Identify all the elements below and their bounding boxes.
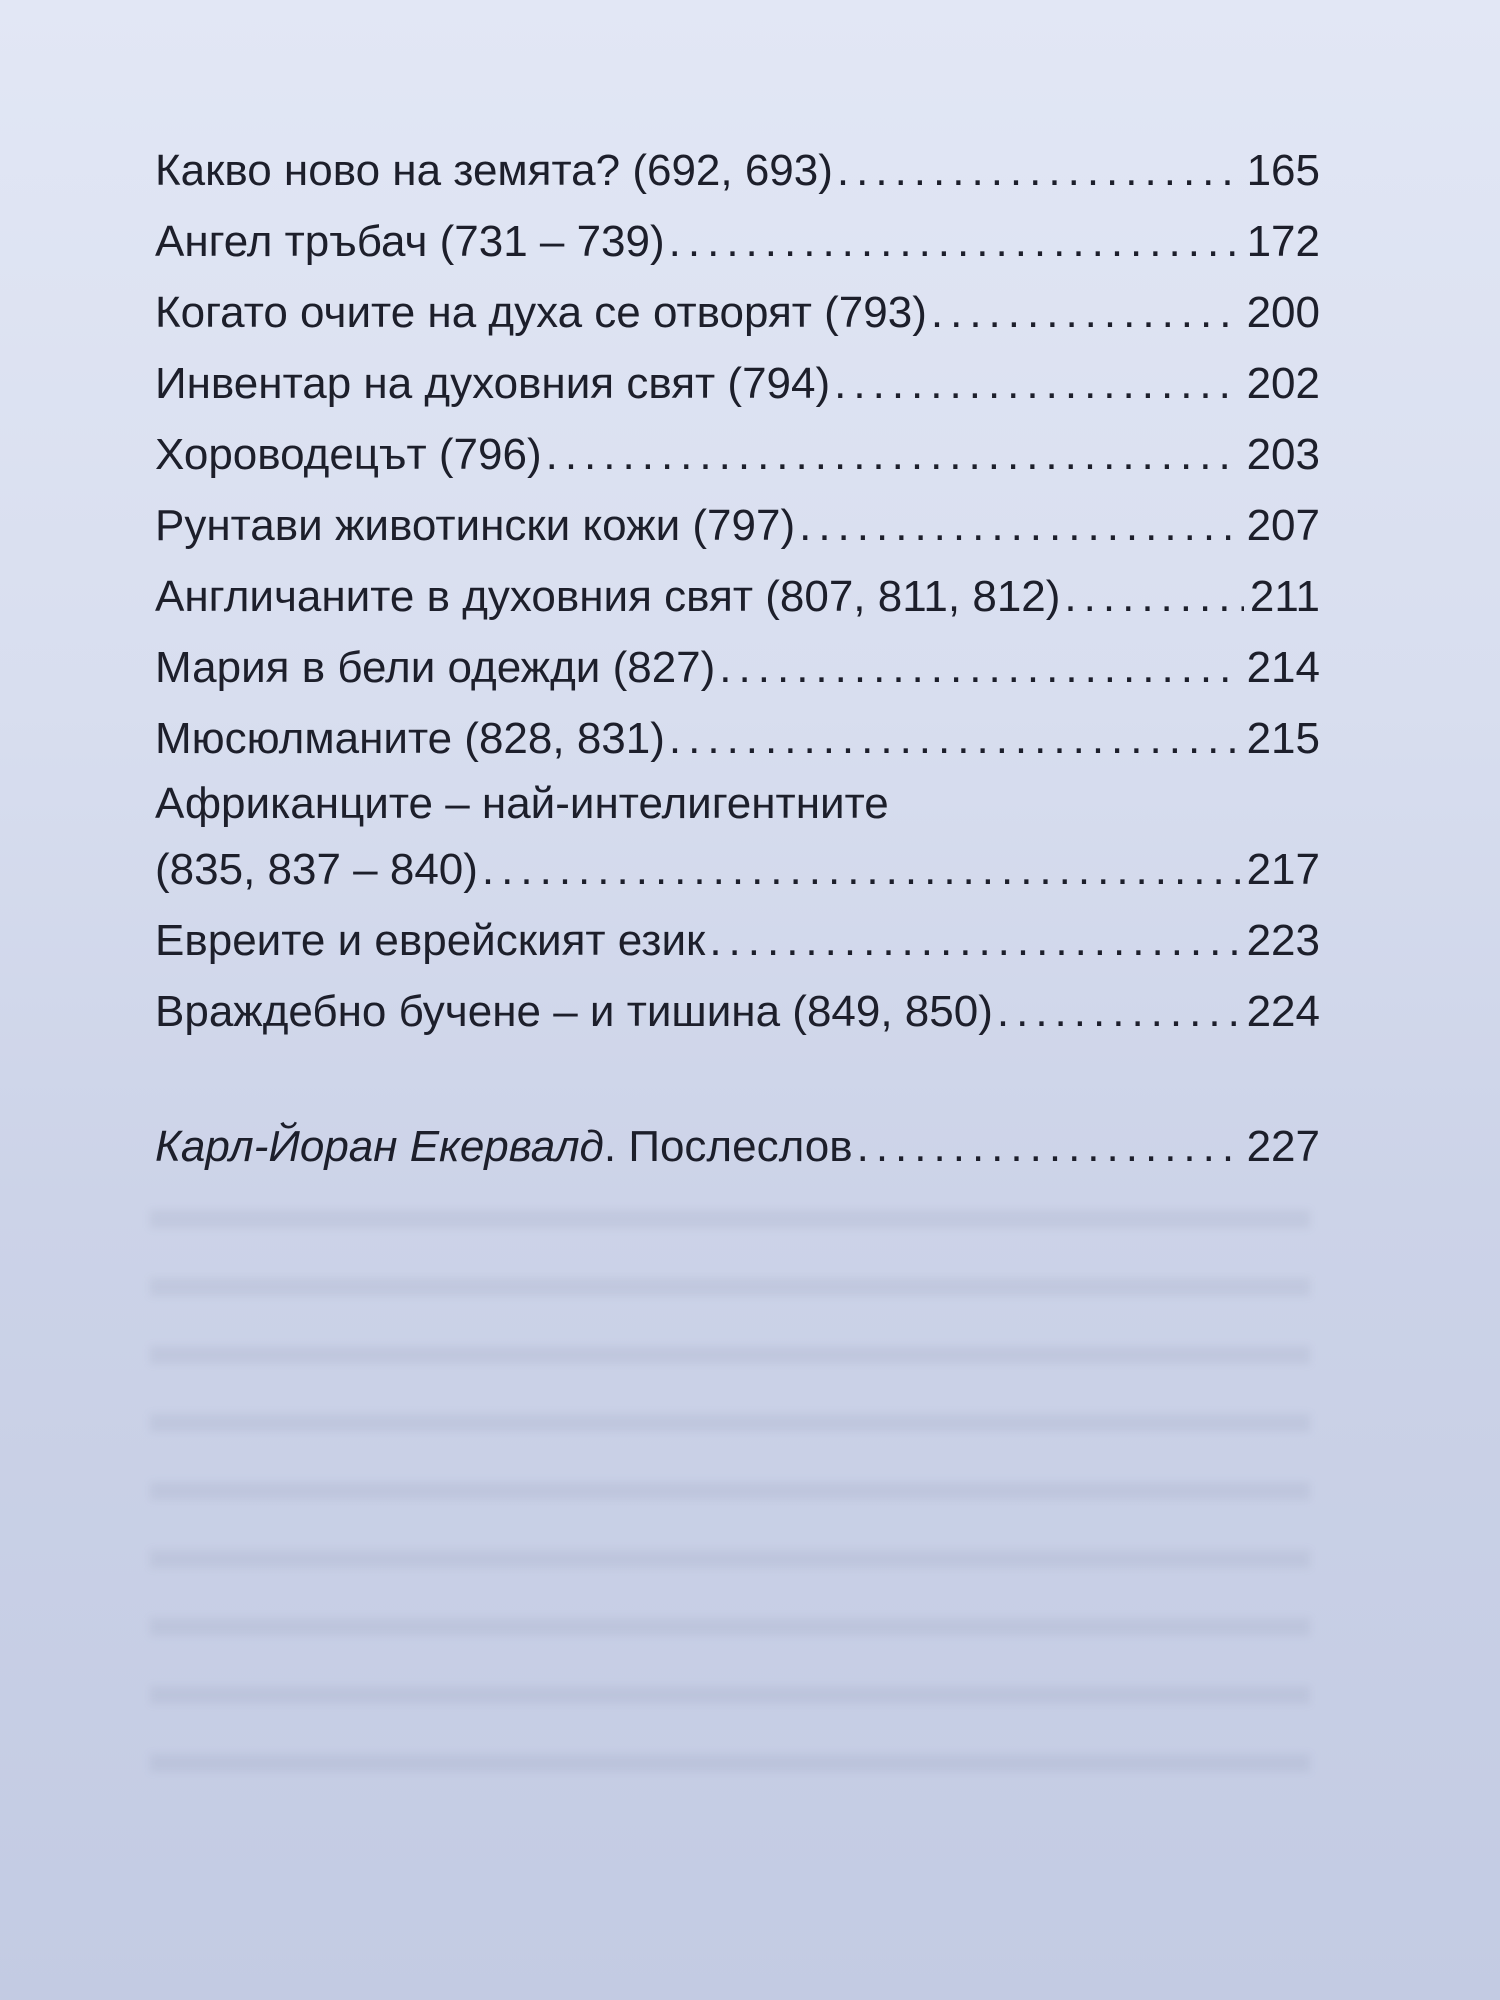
toc-entry [155,703,1320,774]
toc-leader-dots [546,419,1241,490]
toc-leader-dots [857,1111,1241,1182]
toc-leader-dots [669,703,1241,774]
toc-entry-title: Ангел тръбач (731 – 739) [155,217,665,266]
toc-entry-continuation [155,834,1320,905]
toc-entry [155,905,1320,976]
toc-leader-dots [834,348,1240,419]
toc-leader-dots [837,135,1241,206]
toc-entry [155,206,1320,277]
toc-entry-page: 200 [1246,288,1320,337]
toc-entry-title: Африканците – най-интелигентните [155,779,889,828]
toc-entry [155,419,1320,490]
toc-entry [155,774,1320,905]
toc-leader-dots [709,905,1240,976]
toc-entry-page: 224 [1246,987,1320,1036]
toc-entry-title: Какво ново на земята? (692, 693) [155,146,833,195]
toc-entry-page: 214 [1246,643,1320,692]
toc-entry-title: Евреите и еврейският език [155,916,706,965]
toc-leader-dots [799,490,1240,561]
table-of-contents [155,135,1320,1182]
toc-leader-dots [997,976,1241,1047]
toc-afterword-title-group [155,1111,853,1182]
toc-entry-page: 211 [1249,572,1320,621]
toc-entry-title-continued: (835, 837 – 840) [155,845,478,894]
afterword-title: Послеслов [628,1122,853,1171]
toc-entry [155,632,1320,703]
toc-leader-dots [1064,561,1243,632]
toc-entry-page: 202 [1246,359,1320,408]
toc-leader-dots [931,277,1241,348]
toc-entry-title: Англичаните в духовния свят (807, 811, 812) [155,572,1061,621]
toc-entry [155,135,1320,206]
toc-entry [155,561,1320,632]
toc-entry-title: Когато очите на духа се отворят (793) [155,288,927,337]
toc-entry-page: 227 [1246,1122,1320,1171]
toc-entry-page: 215 [1246,714,1320,763]
toc-leader-dots [482,834,1241,905]
toc-entry-title: Мюсюлманите (828, 831) [155,714,665,763]
toc-entry [155,490,1320,561]
toc-entry-page: 203 [1246,430,1320,479]
toc-entry-page: 223 [1246,916,1320,965]
toc-entry-page: 217 [1246,845,1320,894]
bleed-through-text [150,1180,1310,1780]
toc-entry-title: Инвентар на духовния свят (794) [155,359,831,408]
toc-leader-dots [669,206,1241,277]
toc-entry-title: Мария в бели одежди (827) [155,643,716,692]
toc-entry [155,348,1320,419]
toc-entry-page: 207 [1246,501,1320,550]
toc-leader-dots [719,632,1240,703]
toc-entry [155,976,1320,1047]
afterword-author: Карл-Йоран Екервалд [155,1122,604,1171]
toc-afterword-entry [155,1111,1320,1182]
toc-entry-title: Хороводецът (796) [155,430,542,479]
toc-entry-page: 165 [1246,146,1320,195]
toc-entry-title: Рунтави животински кожи (797) [155,501,796,550]
toc-entry-page: 172 [1246,217,1320,266]
toc-entry-title: Враждебно бучене – и тишина (849, 850) [155,987,993,1036]
toc-entry [155,277,1320,348]
afterword-separator: . [603,1122,629,1171]
